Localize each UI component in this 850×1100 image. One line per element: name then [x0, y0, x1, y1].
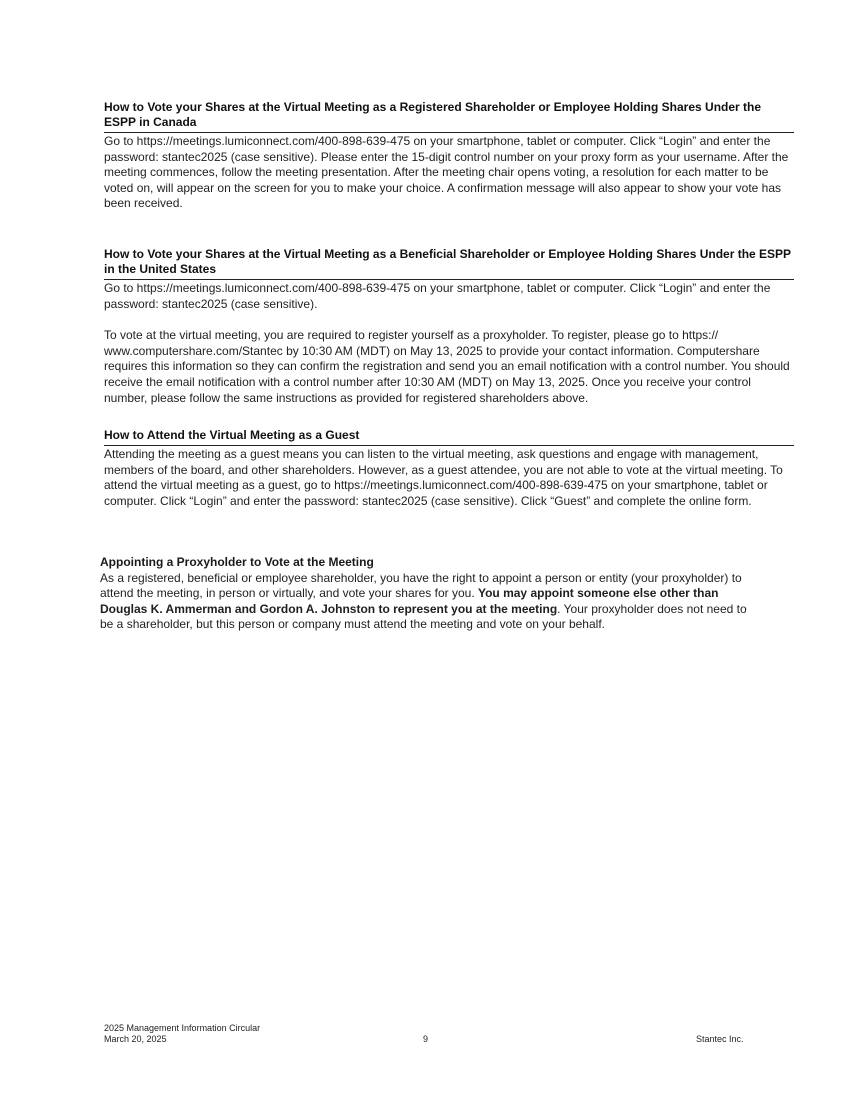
- section-body: Go to https://meetings.lumiconnect.com/400-898-639-475 on your smartphone, tablet or computer. Click “Login” and enter the password: stantec2025 (case sensitive).: [104, 281, 771, 311]
- section-proxyholder: [100, 555, 760, 633]
- section-heading: How to Vote your Shares at the Virtual Meeting as a Beneficial Shareholder or Employee Holding Shares Under the ESPP in the United States: [104, 247, 794, 280]
- page-number: 9: [423, 1034, 429, 1044]
- section-heading: How to Attend the Virtual Meeting as a Guest: [104, 428, 794, 446]
- body-emphasis: You may appoint someone else other than Douglas K. Ammerman and Gordon A. Johnston to represent you at the meeting: [100, 586, 719, 616]
- section-body: Attending the meeting as a guest means you can listen to the virtual meeting, ask questions and engage with management, members of the board, and other shareholders. However, as a guest attendee, you are not able to vote at the virtual meeting. To attend the virtual meeting as a guest, go to https://meetings.lumiconnect.com/400-898-639-475 on your smartphone, tablet or computer. Click “Login” and enter the password: stantec2025 (case sensitive). Click “Guest” and complete the online form.: [104, 447, 783, 508]
- section-heading: Appointing a Proxyholder to Vote at the Meeting: [100, 555, 374, 569]
- body-text: As a registered, beneficial or employee shareholder, you have the right to appoint a person or entity (your proxyholder) to attend the meeting, in person or virtually, and vote your shares for you.: [100, 570, 742, 601]
- body-text: . Your proxyholder does not need to be a shareholder, but this person or company must attend the meeting and vote on your behalf.: [100, 601, 747, 632]
- section-guest: [104, 428, 794, 509]
- footer-doc-title: 2025 Management Information Circular: [104, 1023, 261, 1033]
- footer-company: Stantec Inc.: [696, 1034, 744, 1044]
- section-registered-shareholder: [104, 100, 794, 212]
- section-heading: How to Vote your Shares at the Virtual Meeting as a Registered Shareholder or Employee Holding Shares Under the ESPP in Canada: [104, 100, 794, 133]
- section-beneficial-shareholder: [104, 247, 794, 406]
- section-body: [100, 571, 760, 633]
- footer-date: March 20, 2025: [104, 1034, 167, 1044]
- section-body: Go to https://meetings.lumiconnect.com/400-898-639-475 on your smartphone, tablet or computer. Click “Login” and enter the password: stantec2025 (case sensitive). Please enter the 15-digit control number on your proxy form as your username. After the meeting commences, follow the meeting presentation. After the meeting chair opens voting, a resolution for each matter to be voted on, will appear on the screen for you to make your choice. A confirmation message will also appear to show your vote has been received.: [104, 134, 789, 211]
- footer-left: [104, 1023, 260, 1045]
- section-body: To vote at the virtual meeting, you are required to register yourself as a proxyholder. To register, please go to https:// www.computershare.com/Stantec by 10:30 AM (MDT) on May 13, 2025 to provide your contact information. Computershare requires this information so they can confirm the registration and send you an email notification with a control number. You should receive the email notification with a control number after 10:30 AM (MDT) on May 13, 2025. Once you receive your control number, please follow the same instructions as provided for registered shareholders above.: [104, 328, 790, 405]
